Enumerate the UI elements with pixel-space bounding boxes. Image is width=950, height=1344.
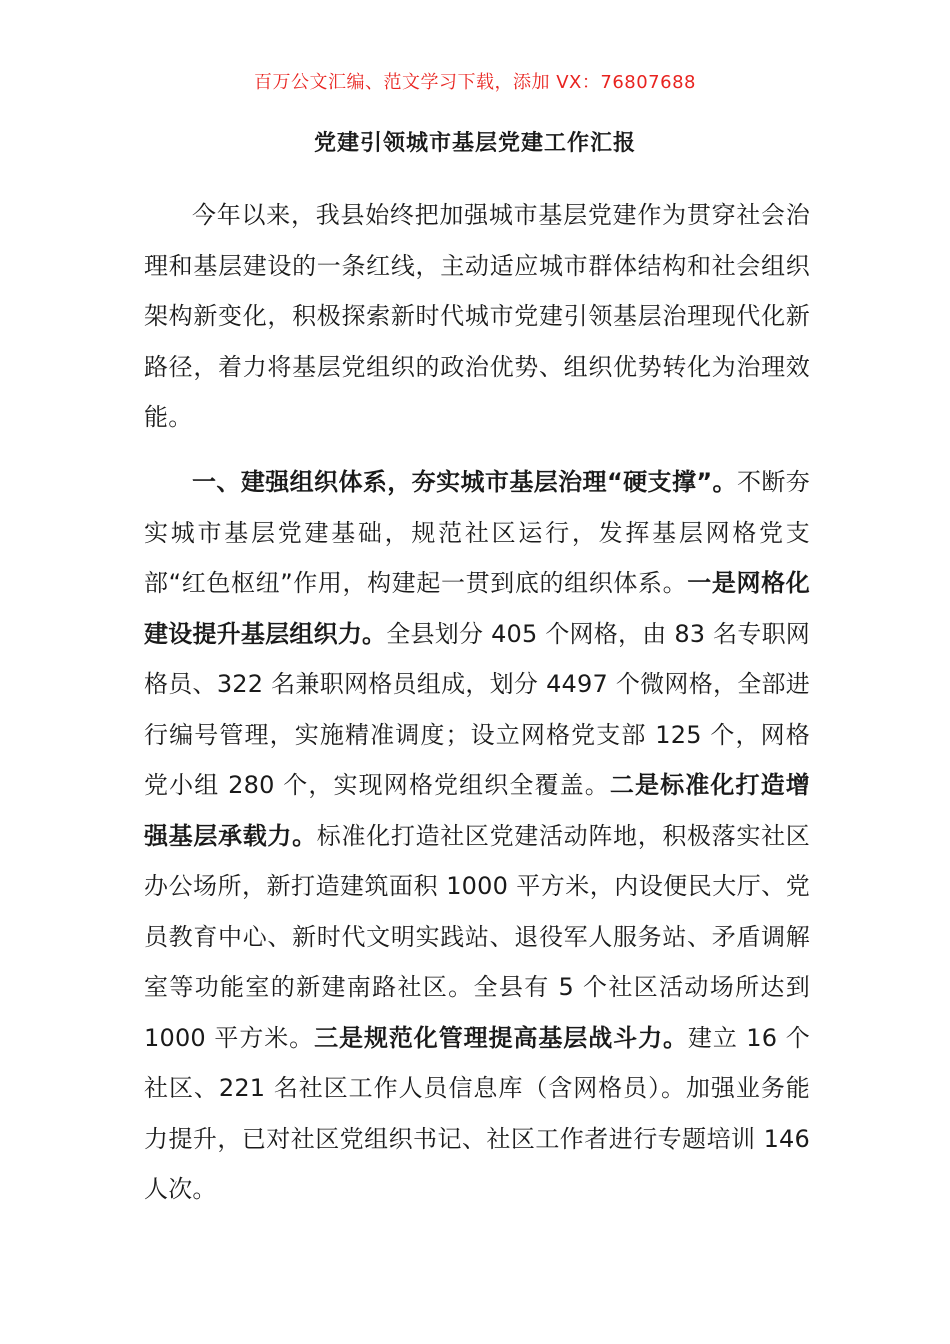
header-banner: 百万公文汇编、范文学习下载，添加 VX：76807688 [254,72,696,93]
point1-title: 一是网格化建设提升基层组织力。 [144,569,811,648]
section1-lead: 不断夯实城市基层党建基础，规范社区运行，发挥基层网格党支部“红色枢纽”作用，构建起一贯到底的组织体系。 [144,468,810,597]
section1-paragraph [144,457,810,1215]
point2-text: 标准化打造社区党建活动阵地，积极落实社区办公场所，新打造建筑面积 1000 平方米，内设便民大厅、党员教育中心、新时代文明实践站、退役军人服务站、矛盾调解室等功能室的新建南路社区。全县有 5 个社区活动场所达到 1000 平方米。 [144,821,810,1052]
intro-paragraph: 今年以来，我县始终把加强城市基层党建作为贯穿社会治理和基层建设的一条红线，主动适应城市群体结构和社会组织架构新变化，积极探索新时代城市党建引领基层治理现代化新路径，着力将基层党组织的政治优势、组织优势转化为治理效能。 [144,201,810,431]
point3-title: 三是规范化管理提高基层战斗力。 [314,1023,688,1052]
point3-text: 建立 16 个社区、221 名社区工作人员信息库（含网格员）。加强业务能力提升，已对社区党组织书记、社区工作者进行专题培训 146 人次。 [144,1023,810,1203]
section1-heading: 一、建强组织体系，夯实城市基层治理“硬支撑”。 [192,468,737,496]
document-title: 党建引领城市基层党建工作汇报 [313,131,636,156]
point1-text: 全县划分 405 个网格，由 83 名专职网格员、322 名兼职网格员组成，划分 4497 个微网格，全部进行编号管理，实施精准调度；设立网格党支部 125 个，网格党小组 280 个，实现网格党组织全覆盖。 [144,619,811,799]
point2-title: 二是标准化打造增强基层承载力。 [144,771,810,850]
